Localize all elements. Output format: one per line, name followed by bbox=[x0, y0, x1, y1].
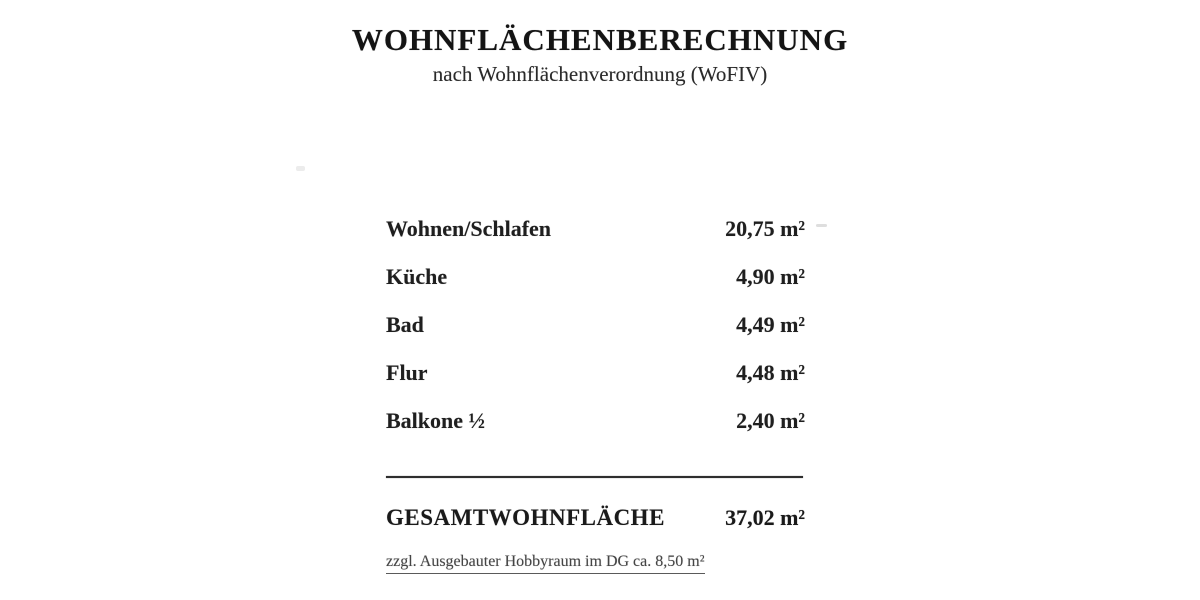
room-label: Flur bbox=[386, 360, 428, 385]
table-row bbox=[386, 397, 805, 445]
table-row bbox=[386, 253, 805, 301]
table-row bbox=[386, 349, 805, 397]
room-label: Balkone ½ bbox=[386, 408, 486, 433]
footnote-text: zzgl. Ausgebauter Hobbyraum im DG ca. 8,50 m² bbox=[386, 553, 705, 574]
document-header bbox=[0, 22, 1200, 87]
room-area-value: 4,90 m² bbox=[736, 264, 805, 289]
room-label: Küche bbox=[386, 264, 448, 289]
room-label: Bad bbox=[386, 312, 424, 337]
room-area-value: 20,75 m² bbox=[725, 216, 805, 241]
room-area-value: 4,49 m² bbox=[736, 312, 805, 337]
table-row bbox=[386, 301, 805, 349]
scan-artifact bbox=[816, 224, 827, 227]
scan-artifact bbox=[296, 166, 305, 171]
total-label: GESAMTWOHNFLÄCHE bbox=[386, 505, 665, 530]
room-area-value: 2,40 m² bbox=[736, 408, 805, 433]
area-table bbox=[386, 205, 805, 445]
total-area-value: 37,02 m² bbox=[725, 505, 805, 530]
room-label: Wohnen/Schlafen bbox=[386, 216, 552, 241]
total-divider-line bbox=[386, 476, 803, 478]
table-row bbox=[386, 205, 805, 253]
room-area-value: 4,48 m² bbox=[736, 360, 805, 385]
total-row bbox=[386, 503, 805, 533]
document-subtitle: nach Wohnflächenverordnung (WoFIV) bbox=[432, 62, 768, 86]
document-title: WOHNFLÄCHENBERECHNUNG bbox=[351, 22, 849, 57]
